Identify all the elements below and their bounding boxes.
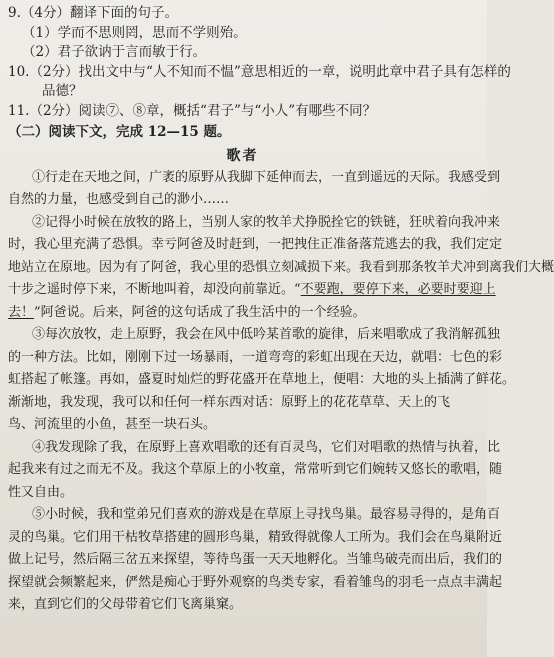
paragraph-3-line-1: ③每次放牧，走上原野，我会在风中低吟某首歌的旋律，后来唱歌成了我消解孤独 (32, 327, 501, 342)
paragraph-1-line-2: 自然的力量，也感受到自己的渺小…… (8, 192, 230, 207)
paragraph-2-line-2: 时，我心里充满了恐惧。幸亏阿爸及时赶到，一把拽住正准备落荒逃去的我，我们定定 (8, 237, 503, 252)
paragraph-2-line-5-text: ”阿爸说。后来，阿爸的这句话成了我生活中的一个经验。 (34, 304, 366, 320)
paragraph-3-line-5: 鸟、河流里的小鱼，甚至一块石头。 (8, 417, 217, 432)
underlined-quote-part-1: 不要跑，要停下来，必要时要迎上 (300, 282, 496, 297)
question-11: 11.（2分）阅读⑦、⑧章，概括“君子”与“小人”有哪些不同？ (8, 102, 377, 119)
paragraph-2-line-4-text: 十步之遥时停下来，不断地叫着，却没向前靠近。“ (8, 282, 301, 297)
paragraph-3-line-4: 渐渐地，我发现，我可以和任何一样东西对话：原野上的花花草草、天上的飞 (8, 394, 451, 410)
paragraph-3-line-2: 的一种方法。比如，刚刚下过一场暴雨，一道弯弯的彩虹出现在天边，就唱：七色的彩 (8, 349, 503, 365)
question-9-sentence-2: （2）君子欲讷于言而敏于行。 (22, 44, 207, 60)
question-10-line-2: 品德？ (42, 83, 83, 99)
paragraph-2-line-4 (8, 279, 496, 302)
paragraph-1-line-1: ①行走在天地之间，广袤的原野从我脚下延伸而去，一直到遥远的天际。我感受到 (32, 169, 501, 185)
paragraph-5-line-3: 做上记号，然后隔三岔五来探望，等待鸟蛋一天天地孵化。当雏鸟破壳而出后，我们的 (8, 552, 503, 567)
paragraph-2-line-1: ②记得小时候在放牧的路上，当别人家的牧羊犬挣脱拴它的铁链，狂吠着向我冲来 (32, 214, 501, 230)
paragraph-5-line-2: 灵的鸟巢。它们用干枯牧草搭建的圆形鸟巢，精致得就像人工所为。我们会在鸟巢附近 (8, 529, 503, 545)
paragraph-5-line-1: ⑤小时候，我和堂弟兄们喜欢的游戏是在草原上寻找鸟巢。最容易寻得的，是角百 (32, 507, 501, 522)
paragraph-5-line-5: 来，直到它们的父母带着它们飞离巢窠。 (8, 597, 243, 612)
section-heading: （二）阅读下文，完成 12—15 题。 (8, 124, 231, 140)
question-9: 9.（4分）翻译下面的句子。 (8, 5, 178, 21)
paragraph-5-line-4: 探望就会频繁起来，俨然是痴心于野外观察的鸟类专家，看着雏鸟的羽毛一点点丰满起 (8, 574, 503, 590)
question-9-sentence-1: （1）学而不思则罔，思而不学则殆。 (22, 24, 247, 41)
paragraph-2-line-5 (8, 302, 477, 325)
paragraph-4-line-3: 性又自由。 (8, 484, 74, 500)
article-title: 歌者 (226, 147, 259, 164)
paragraph-4-line-2: 起我来有过之而无不及。我这个草原上的小牧童，常常听到它们婉转又悠长的歌唱，随 (8, 462, 503, 477)
paragraph-3-line-3: 虹搭起了帐篷。再如，盛夏时灿烂的野花盛开在草地上，便唱：大地的头上插满了鲜花。 (8, 372, 516, 387)
question-10-line-1: 10.（2分）找出文中与“人不知而不愠”意思相近的一章，说明此章中君子具有怎样的 (8, 63, 511, 80)
underlined-quote-part-2: 去！ (8, 304, 35, 320)
paragraph-2-line-3: 地站立在原地。因为有了阿爸，我心里的恐惧立刻减损下来。我看到那条牧羊犬冲到离我们大概 (8, 259, 554, 275)
paragraph-4-line-1: ④我发现除了我，在原野上喜欢唱歌的还有百灵鸟，它们对唱歌的热情与执着，比 (32, 439, 501, 455)
